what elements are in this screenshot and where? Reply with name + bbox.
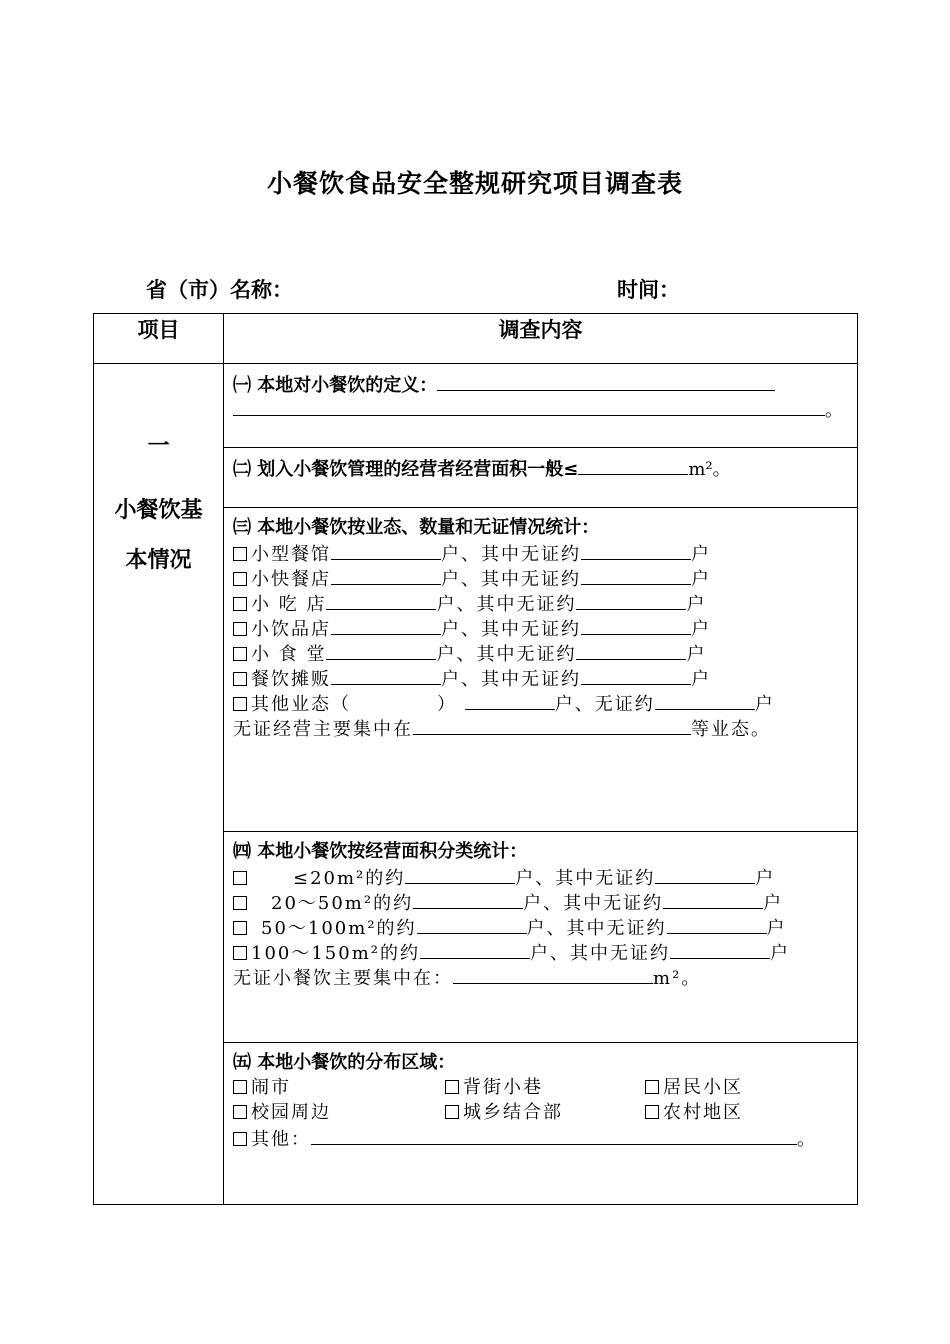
unlicensed-blank[interactable] bbox=[581, 540, 691, 560]
table-header-row bbox=[94, 314, 858, 364]
options-row-1 bbox=[233, 1075, 857, 1100]
other-blank[interactable] bbox=[311, 1125, 797, 1145]
checkbox[interactable] bbox=[233, 1080, 247, 1094]
item-number: 一 bbox=[147, 434, 170, 459]
unlicensed-blank[interactable] bbox=[576, 640, 686, 660]
section-definition bbox=[224, 364, 857, 421]
section-2-heading: ㈡ 划入小餐饮管理的经营者经营面积一般≤ bbox=[233, 459, 579, 480]
unlicensed-summary: 无证经营主要集中在 等业态。 bbox=[233, 715, 857, 740]
count-blank[interactable] bbox=[465, 690, 555, 710]
section-1-heading: ㈠ 本地对小餐饮的定义： bbox=[233, 375, 438, 396]
area-limit-blank[interactable] bbox=[578, 455, 688, 475]
section-4-heading: ㈣ 本地小餐饮按经营面积分类统计： bbox=[233, 841, 528, 862]
section-business-area bbox=[224, 832, 857, 989]
count-blank[interactable] bbox=[326, 640, 436, 660]
unlicensed-blank[interactable] bbox=[581, 615, 691, 635]
section-3-heading: ㈢ 本地小餐饮按业态、数量和无证情况统计： bbox=[233, 517, 600, 538]
list-item: 100～150m²的约 户、其中无证约 户 bbox=[233, 939, 857, 964]
option-back-alley[interactable]: 背街小巷 bbox=[445, 1075, 645, 1100]
section-1-row bbox=[94, 364, 858, 448]
checkbox[interactable] bbox=[645, 1105, 659, 1119]
count-blank[interactable] bbox=[417, 914, 527, 934]
checkbox[interactable] bbox=[233, 672, 247, 686]
checkbox[interactable] bbox=[233, 697, 247, 711]
list-item: 小型餐馆 户、其中无证约 户 bbox=[233, 540, 857, 565]
option-other: 其他： 。 bbox=[233, 1125, 857, 1150]
checkbox[interactable] bbox=[233, 921, 247, 935]
checkbox[interactable] bbox=[645, 1080, 659, 1094]
period: 。 bbox=[825, 400, 843, 421]
section-area-limit bbox=[224, 448, 857, 480]
list-item: 50～100m²的约 户、其中无证约 户 bbox=[233, 914, 857, 939]
definition-blank-line2[interactable] bbox=[233, 396, 825, 416]
count-blank[interactable] bbox=[331, 665, 441, 685]
option-residential[interactable]: 居民小区 bbox=[645, 1077, 743, 1098]
list-item: 小饮品店 户、其中无证约 户 bbox=[233, 615, 857, 640]
option-busy-street[interactable]: 闹市 bbox=[233, 1075, 445, 1100]
survey-table bbox=[93, 313, 858, 1205]
checkbox[interactable] bbox=[445, 1105, 459, 1119]
unlicensed-blank[interactable] bbox=[667, 914, 767, 934]
item-cell bbox=[94, 364, 224, 1205]
count-blank[interactable] bbox=[420, 939, 530, 959]
checkbox[interactable] bbox=[233, 622, 247, 636]
count-blank[interactable] bbox=[413, 889, 523, 909]
list-item: 小 吃 店 户、其中无证约 户 bbox=[233, 590, 857, 615]
list-item: 小快餐店 户、其中无证约 户 bbox=[233, 565, 857, 590]
checkbox[interactable] bbox=[233, 1132, 247, 1146]
unlicensed-blank[interactable] bbox=[655, 690, 755, 710]
province-label: 省（市）名称： bbox=[146, 278, 293, 302]
section-business-type bbox=[224, 508, 857, 740]
list-item: 餐饮摊贩 户、其中无证约 户 bbox=[233, 665, 857, 690]
option-campus[interactable]: 校园周边 bbox=[233, 1100, 445, 1125]
checkbox[interactable] bbox=[445, 1080, 459, 1094]
checkbox[interactable] bbox=[233, 547, 247, 561]
unlicensed-blank[interactable] bbox=[581, 565, 691, 585]
time-label: 时间： bbox=[617, 278, 680, 302]
list-item: 小 食 堂 户、其中无证约 户 bbox=[233, 640, 857, 665]
summary-blank[interactable] bbox=[453, 964, 653, 984]
list-item-other: 其他业态（ ） 户、无证约 户 bbox=[233, 690, 857, 715]
checkbox[interactable] bbox=[233, 896, 247, 910]
item-name-line2: 本情况 bbox=[125, 548, 192, 573]
section-5-heading: ㈤ 本地小餐饮的分布区域： bbox=[233, 1052, 456, 1073]
definition-blank[interactable] bbox=[437, 371, 775, 391]
col-content-header: 调查内容 bbox=[224, 314, 858, 364]
count-blank[interactable] bbox=[331, 565, 441, 585]
unlicensed-blank[interactable] bbox=[670, 939, 770, 959]
item-name-line1: 小餐饮基 bbox=[114, 498, 203, 523]
option-rural[interactable]: 农村地区 bbox=[645, 1102, 743, 1123]
count-blank[interactable] bbox=[331, 615, 441, 635]
count-blank[interactable] bbox=[331, 540, 441, 560]
option-urban-rural[interactable]: 城乡结合部 bbox=[445, 1100, 645, 1125]
count-blank[interactable] bbox=[405, 864, 515, 884]
section-distribution bbox=[224, 1043, 857, 1150]
count-blank[interactable] bbox=[326, 590, 436, 610]
area-unit: m²。 bbox=[688, 459, 731, 480]
list-item: ≤20m²的约 户、其中无证约 户 bbox=[233, 864, 857, 889]
unlicensed-blank[interactable] bbox=[576, 590, 686, 610]
checkbox[interactable] bbox=[233, 1105, 247, 1119]
unlicensed-blank[interactable] bbox=[663, 889, 763, 909]
col-item-header: 项目 bbox=[94, 314, 224, 364]
checkbox[interactable] bbox=[233, 946, 247, 960]
checkbox[interactable] bbox=[233, 572, 247, 586]
list-item: 20～50m²的约 户、其中无证约 户 bbox=[233, 889, 857, 914]
summary-blank[interactable] bbox=[413, 715, 691, 735]
checkbox[interactable] bbox=[233, 871, 247, 885]
page-title: 小餐饮食品安全整规研究项目调查表 bbox=[266, 169, 683, 198]
options-row-2 bbox=[233, 1100, 857, 1125]
unlicensed-blank[interactable] bbox=[655, 864, 755, 884]
checkbox[interactable] bbox=[233, 647, 247, 661]
unlicensed-area-summary: 无证小餐饮主要集中在： m²。 bbox=[233, 964, 857, 989]
checkbox[interactable] bbox=[233, 597, 247, 611]
unlicensed-blank[interactable] bbox=[581, 665, 691, 685]
